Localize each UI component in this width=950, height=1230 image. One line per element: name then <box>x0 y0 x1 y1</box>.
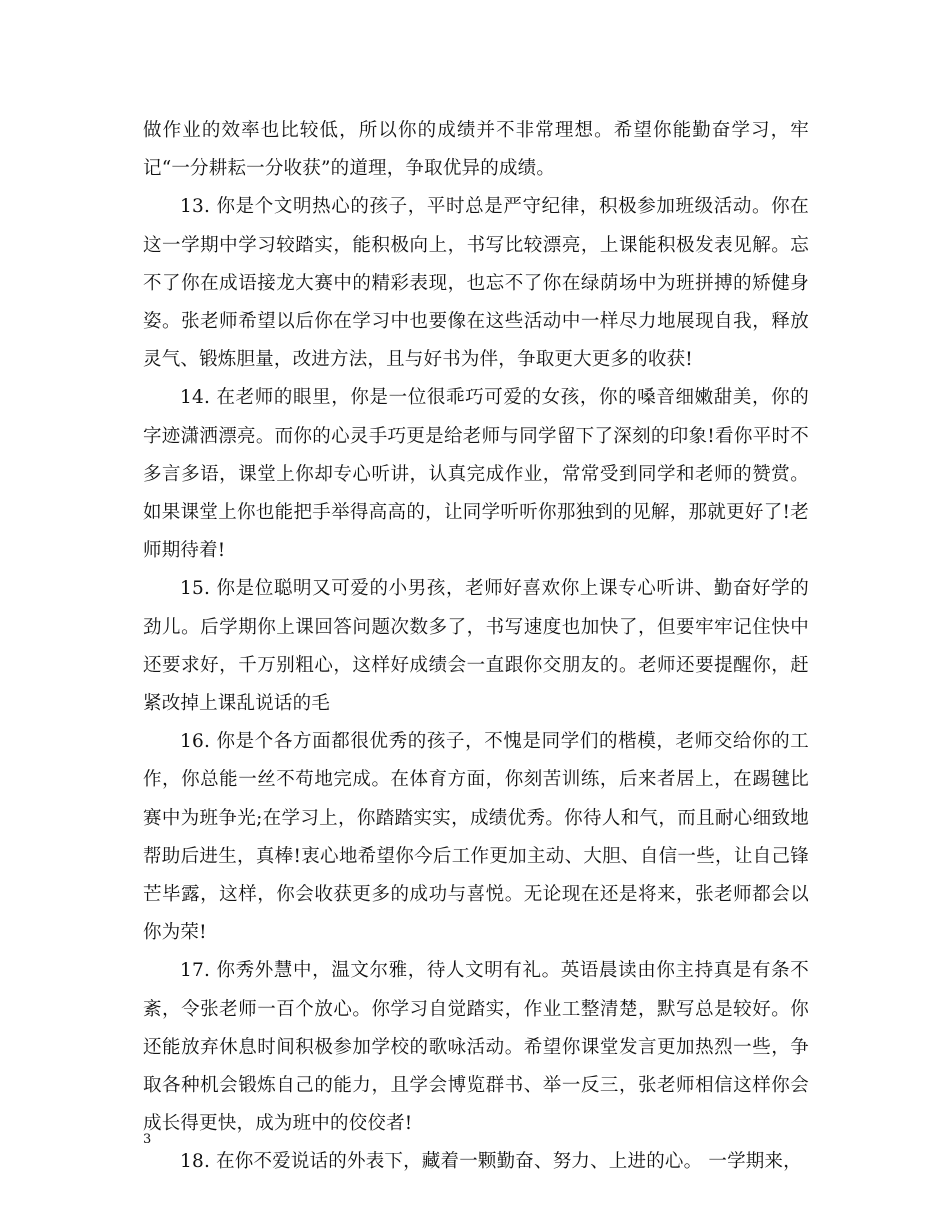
paragraph-comment-14: 14. 在老师的眼里，你是一位很乖巧可爱的女孩，你的嗓音细嫩甜美，你的字迹潇洒漂亮。而你的心灵手巧更是给老师与同学留下了深刻的印象!看你平时不多言多语，课堂上你却专心听讲，认真完成作业，常常受到同学和老师的赞赏。如果课堂上你也能把手举得高高的，让同学听听你那独到的见解，那就更好了!老师期待着! <box>143 387 809 562</box>
paragraph-comment-16: 16. 你是个各方面都很优秀的孩子，不愧是同学们的楷模，老师交给你的工作，你总能一丝不苟地完成。在体育方面，你刻苦训练，后来者居上，在踢毽比赛中为班争光;在学习上，你踏踏实实，成绩优秀。你待人和气，而且耐心细致地帮助后进生，真棒!衷心地希望你今后工作更加主动、大胆、自信一些，让自己锋芒毕露，这样，你会收获更多的成功与喜悦。无论现在还是将来，张老师都会以你为荣! <box>143 731 809 944</box>
paragraph-continuation: 做作业的效率也比较低，所以你的成绩并不非常理想。希望你能勤奋学习，牢记“一分耕耘一分收获”的道理，争取优异的成绩。 <box>143 120 809 180</box>
paragraph-comment-13: 13. 你是个文明热心的孩子，平时总是严守纪律，积极参加班级活动。你在这一学期中学习较踏实，能积极向上，书写比较漂亮，上课能积极发表见解。忘不了你在成语接龙大赛中的精彩表现，也忘不了你在绿荫场中为班拼搏的矫健身姿。张老师希望以后你在学习中也要像在这些活动中一样尽力地展现自我，释放灵气、锻炼胆量，改进方法，且与好书为伴，争取更大更多的收获! <box>143 196 809 371</box>
document-body <box>143 112 809 1182</box>
paragraph-comment-17: 17. 你秀外慧中，温文尔雅，待人文明有礼。英语晨读由你主持真是有条不紊，令张老师一百个放心。你学习自觉踏实，作业工整清楚，默写总是较好。你还能放弃休息时间积极参加学校的歌咏活动。希望你课堂发言更加热烈一些，争取各种机会锻炼自己的能力，且学会博览群书、举一反三，张老师相信这样你会成长得更快，成为班中的佼佼者! <box>143 960 809 1135</box>
page-number: 3 <box>143 1132 152 1147</box>
paragraph-comment-18: 18. 在你不爱说话的外表下，藏着一颗勤奋、努力、上进的心。 一学期来， <box>180 1151 802 1173</box>
paragraph-comment-15: 15. 你是位聪明又可爱的小男孩，老师好喜欢你上课专心听讲、勤奋好学的劲儿。后学期你上课回答问题次数多了，书写速度也加快了，但要牢牢记住快中还要求好，千万别粗心，这样好成绩会一直跟你交朋友的。老师还要提醒你，赶紧改掉上课乱说话的毛 <box>143 578 809 715</box>
document-page <box>143 0 809 1230</box>
